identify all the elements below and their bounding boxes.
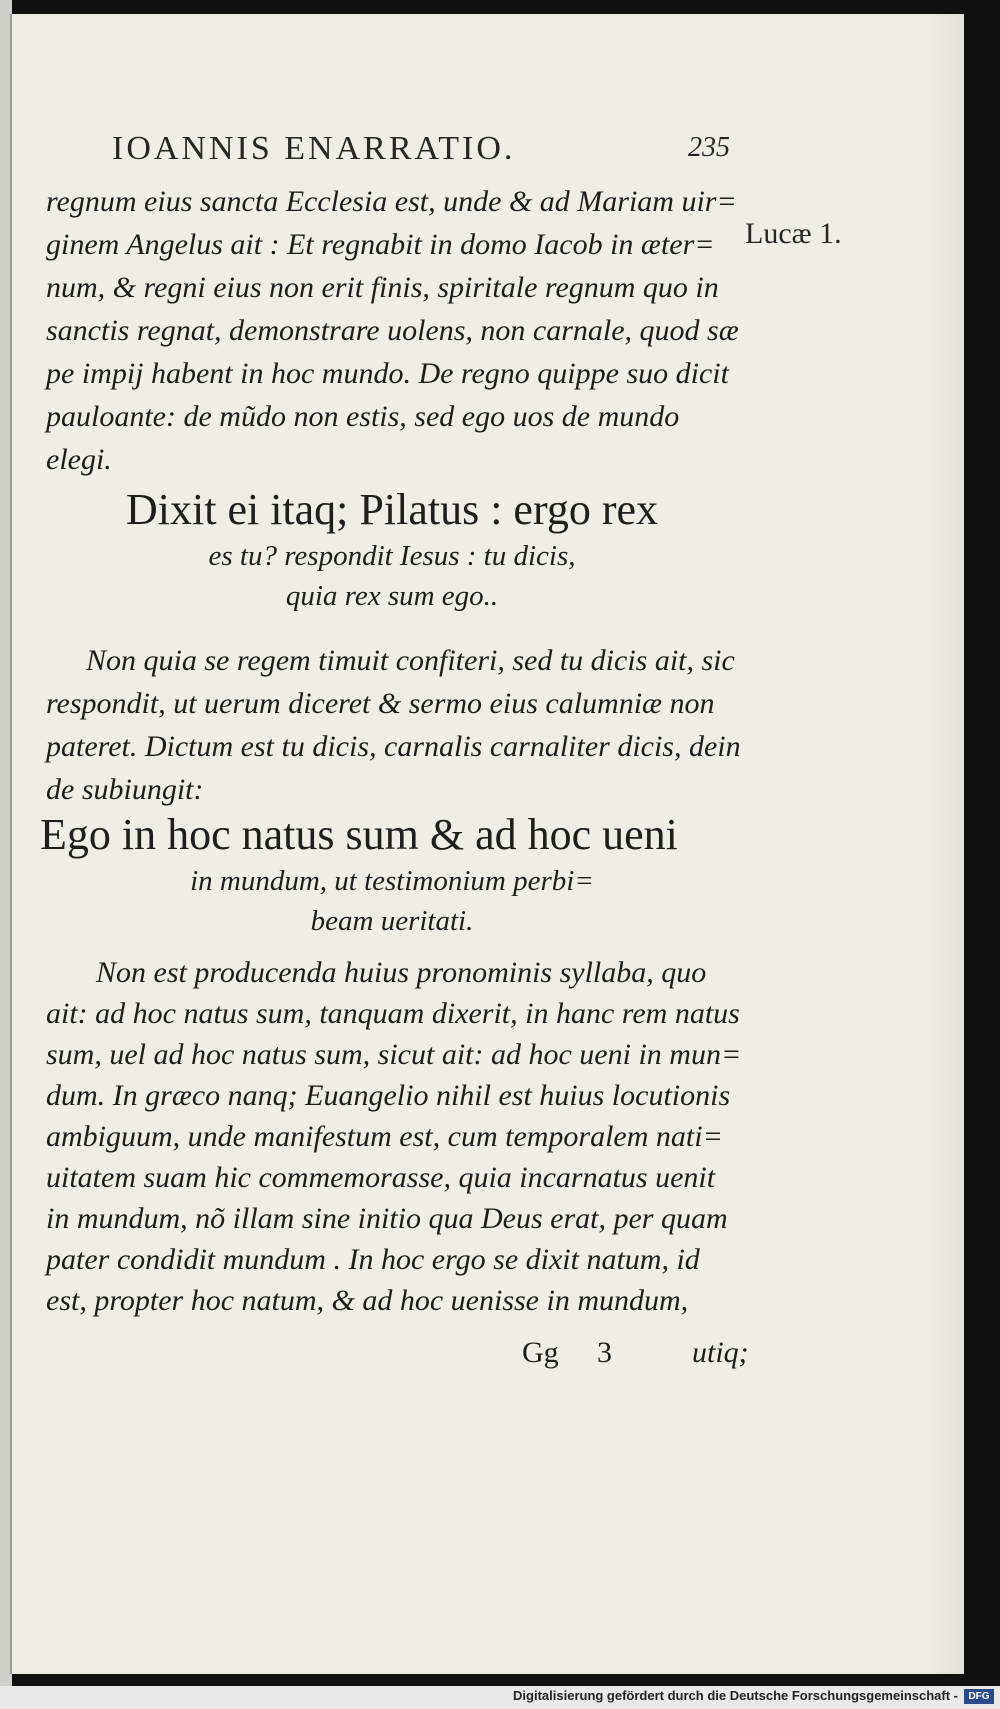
text-line: regnum eius sancta Ecclesia est, unde & ad Mariam uir= (46, 185, 737, 218)
page-shade (924, 14, 964, 1674)
lemma-1 (12, 484, 772, 616)
text-line: num, & regni eius non erit finis, spiritale regnum quo in (46, 271, 719, 304)
text-line: Non est producenda huius pronominis syllaba, quo (96, 956, 707, 989)
text-line: pauloante: de mũdo non estis, sed ego uos de mundo elegi. (46, 400, 680, 476)
folio-number: 235 (688, 132, 730, 163)
signature-number: 3 (597, 1336, 612, 1369)
paragraph-2 (46, 639, 746, 811)
text-line: pe impij habent in hoc mundo. De regno quippe suo dicit (46, 357, 729, 390)
book-page (10, 14, 964, 1674)
lemma-line: quia rex sum ego.. (285, 580, 499, 612)
text-line: sanctis regnat, demonstrare uolens, non carnale, quod sæ (46, 314, 739, 347)
text-line: ginem Angelus ait : Et regnabit in domo Iacob in æter= (46, 228, 715, 261)
text-line: Non quia se regem timuit confiteri, sed tu dicis ait, sic (86, 644, 735, 677)
text-line: de subiungit: (46, 773, 204, 806)
text-line: sum, uel ad hoc natus sum, sicut ait: ad hoc ueni in mun= (46, 1038, 742, 1071)
lemma-line: in mundum, ut testimonium perbi= (190, 865, 594, 897)
dfg-logo-icon: DFG (964, 1689, 994, 1704)
lemma-2 (12, 809, 772, 941)
lemma-line: Ego in hoc natus sum & ad hoc ueni (40, 810, 678, 859)
footer-bar (0, 1686, 1000, 1709)
margin-note: Lucæ 1. (745, 217, 842, 250)
text-line: respondit, ut uerum diceret & sermo eius calumniæ non (46, 687, 715, 720)
text-line: in mundum, nõ illam sine initio qua Deus erat, per quam (46, 1202, 728, 1235)
text-line: uitatem suam hic commemorasse, quia incarnatus uenit (46, 1161, 716, 1194)
lemma-line: beam ueritati. (310, 905, 474, 937)
footer-credit: Digitalisierung gefördert durch die Deutsche Forschungsgemeinschaft - (513, 1688, 958, 1703)
text-line: pateret. Dictum est tu dicis, carnalis carnaliter dicis, dein (46, 730, 741, 763)
lemma-line: Dixit ei itaq; Pilatus : ergo rex (126, 485, 658, 534)
text-line: pater condidit mundum . In hoc ergo se dixit natum, id (46, 1243, 700, 1276)
signature-mark: Gg (522, 1336, 559, 1369)
lemma-line: es tu? respondit Iesus : tu dicis, (208, 540, 576, 572)
catchword: utiq; (692, 1336, 749, 1369)
text-line: est, propter hoc natum, & ad hoc uenisse in mundum, (46, 1284, 689, 1317)
running-title: IOANNIS ENARRATIO. (112, 130, 516, 167)
paragraph-1 (46, 180, 746, 481)
text-line: ambiguum, unde manifestum est, cum temporalem nati= (46, 1120, 723, 1153)
text-line: ait: ad hoc natus sum, tanquam dixerit, in hanc rem natus (46, 997, 740, 1030)
text-line: dum. In græco nanq; Euangelio nihil est huius locutionis (46, 1079, 731, 1112)
paragraph-3 (46, 952, 746, 1321)
